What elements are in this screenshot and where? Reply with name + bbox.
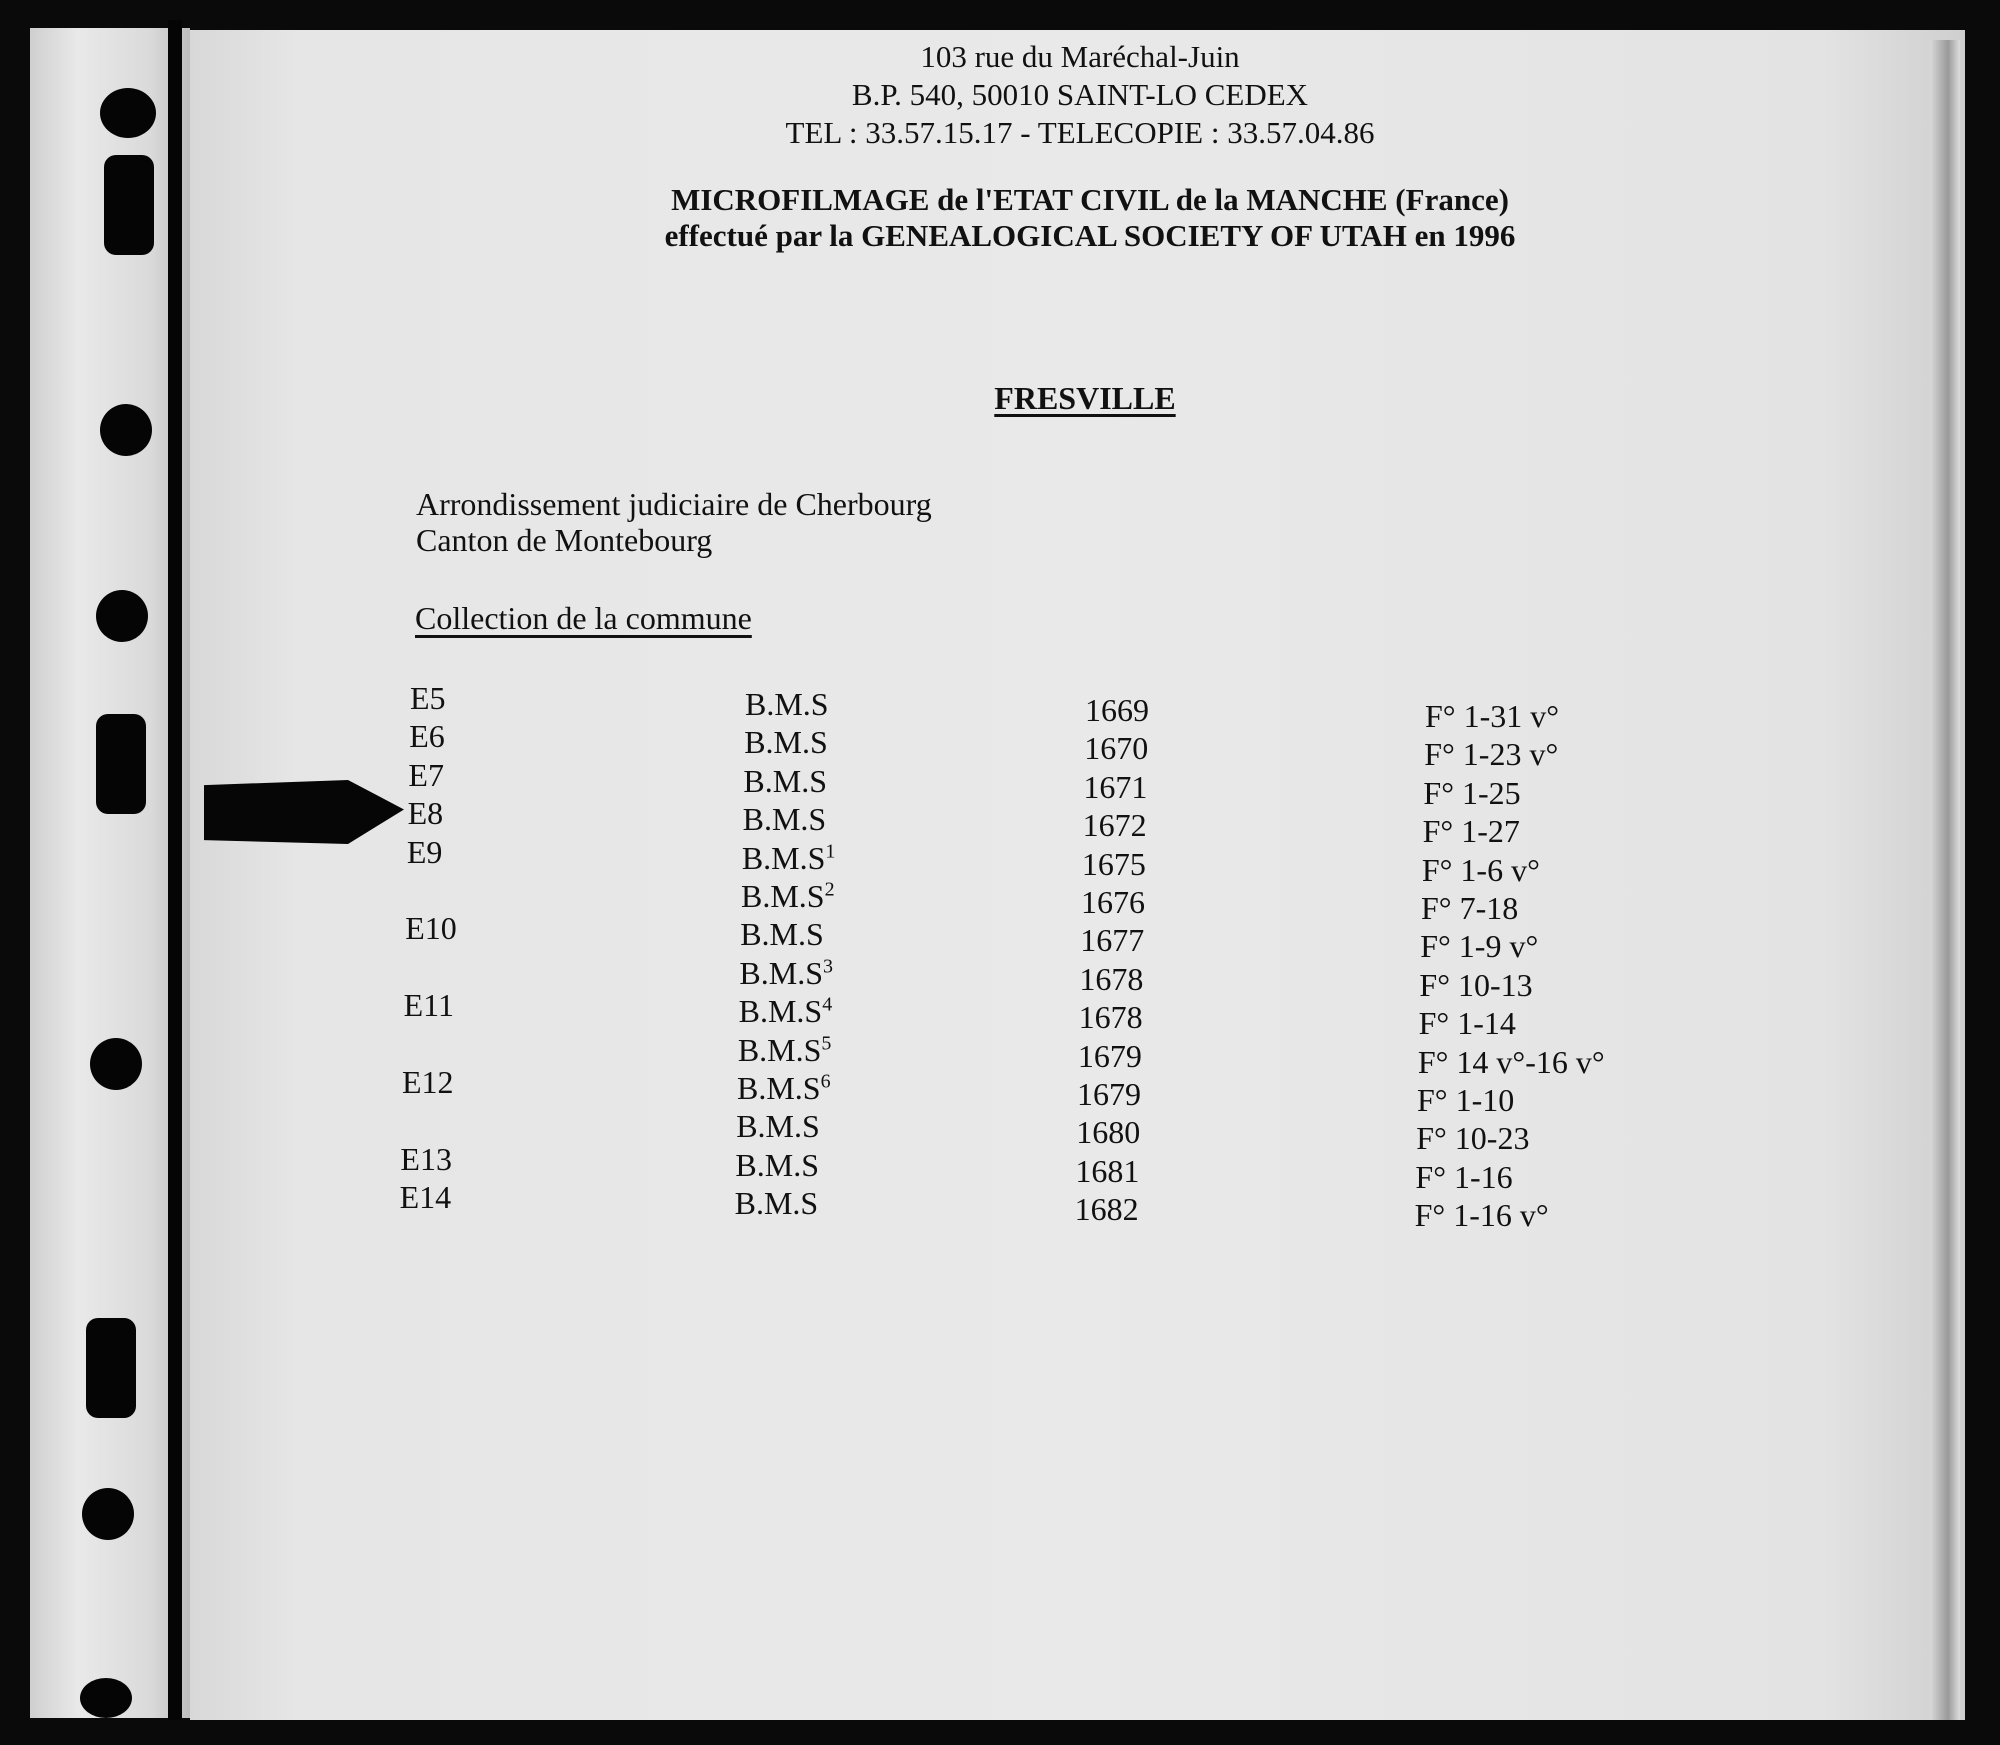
record-year-text: 1669 [1085,692,1149,728]
sheet-edge [1930,40,1960,1720]
binder-strip [30,28,190,1718]
record-cote-text: E10 [405,910,457,947]
footnote-ref: 4 [822,993,833,1016]
record-nature-text: B.M.S [736,1108,820,1145]
address-line: 103 rue du Maréchal-Juin [920,39,1240,74]
record-folio-text: F° 1-6 v° [1421,851,1540,888]
record-folio-text: F° 1-31 v° [1425,698,1560,734]
record-folio-text: F° 14 v°-16 v° [1417,1043,1605,1080]
footnote-ref: 2 [824,878,835,901]
binder-hole [80,1678,132,1718]
record-year-text: 1678 [1078,999,1143,1036]
record-nature-text: B.M.S [737,1031,822,1068]
record-nature-text: B.M.S [734,1185,819,1222]
record-folio-text: F° 1-14 [1418,1005,1516,1042]
title-line: MICROFILMAGE de l'ETAT CIVIL de la MANCHE (France) [671,182,1509,217]
record-year-text: 1679 [1077,1076,1141,1112]
address-line: B.P. 540, 50010 SAINT-LO CEDEX [851,77,1309,112]
record-folio-text: F° 1-10 [1417,1082,1515,1118]
record-year-text: 1678 [1079,960,1144,997]
footnote-ref: 6 [820,1070,831,1093]
record-cote-text: E11 [403,987,454,1024]
collection-heading: Collection de la commune [415,600,752,636]
binder-slot [86,1318,136,1418]
arrondissement: Arrondissement judiciaire de Cherbourg [416,486,932,522]
binder-hole [82,1488,134,1540]
footnote-ref: 5 [821,1031,832,1054]
record-cote-text: E7 [408,756,444,793]
address-line: TEL : 33.57.15.17 - TELECOPIE : 33.57.04.86 [785,115,1375,150]
record-folio-text: F° 1-27 [1422,813,1520,850]
record-cote-text: E13 [400,1140,452,1177]
binder-hole [100,404,152,456]
record-nature-text: B.M.S [743,762,827,799]
footnote-ref: 1 [825,839,836,862]
record-folio-text: F° 10-23 [1416,1120,1530,1157]
record-year-text: 1681 [1075,1152,1140,1189]
record-cote-text: E5 [410,680,446,716]
record-folio-text: F° 1-25 [1423,774,1521,811]
binder-slot [104,155,154,255]
record-nature-text: B.M.S [737,1070,821,1106]
document-sheet [190,30,1965,1720]
record-year-text: 1676 [1081,884,1145,920]
binder-rule [168,20,182,1720]
record-folio-text: F° 7-18 [1421,890,1519,926]
record-nature-text: B.M.S [741,878,825,914]
record-folio-text: F° 10-13 [1419,966,1533,1003]
record-nature-text: B.M.S [745,686,829,722]
district-info [416,486,932,558]
canton: Canton de Montebourg [416,522,713,558]
record-nature-text: B.M.S [738,993,823,1030]
record-nature-text: B.M.S [735,1146,819,1183]
record-year-text: 1680 [1076,1114,1141,1151]
document-title [560,182,1620,254]
binder-hole [100,88,156,138]
record-nature-text: B.M.S [744,724,828,761]
record-cote-text: E6 [409,718,445,755]
record-cote-text: E12 [402,1064,454,1100]
record-folio-text: F° 1-16 v° [1414,1197,1549,1234]
letterhead-address [700,38,1460,152]
binder-hole [90,1038,142,1090]
record-nature-text: B.M.S [739,954,823,991]
record-cote-text: E8 [407,795,444,832]
record-folio-text: F° 1-16 [1415,1158,1513,1195]
record-year-text: 1671 [1083,768,1148,805]
record-year-text: 1679 [1077,1037,1142,1074]
record-year-text: 1682 [1074,1191,1139,1228]
record-folio-text: F° 1-23 v° [1424,736,1559,773]
record-cote-text: E9 [406,833,443,870]
record-year-text: 1672 [1082,807,1147,844]
record-folio-text: F° 1-9 v° [1420,928,1539,965]
commune-name: FRESVILLE [994,380,1176,416]
binder-hole [96,590,148,642]
record-year-text: 1670 [1084,730,1149,767]
record-year-text: 1675 [1081,845,1146,882]
binder-slot [96,714,146,814]
title-line: effectué par la GENEALOGICAL SOCIETY OF UTAH en 1996 [664,218,1516,253]
record-year-text: 1677 [1080,922,1145,959]
record-nature-text: B.M.S [741,839,826,876]
record-nature-text: B.M.S [742,801,827,838]
record-cote-text: E14 [399,1179,452,1216]
record-nature-text: B.M.S [740,916,824,953]
footnote-ref: 3 [823,955,833,978]
